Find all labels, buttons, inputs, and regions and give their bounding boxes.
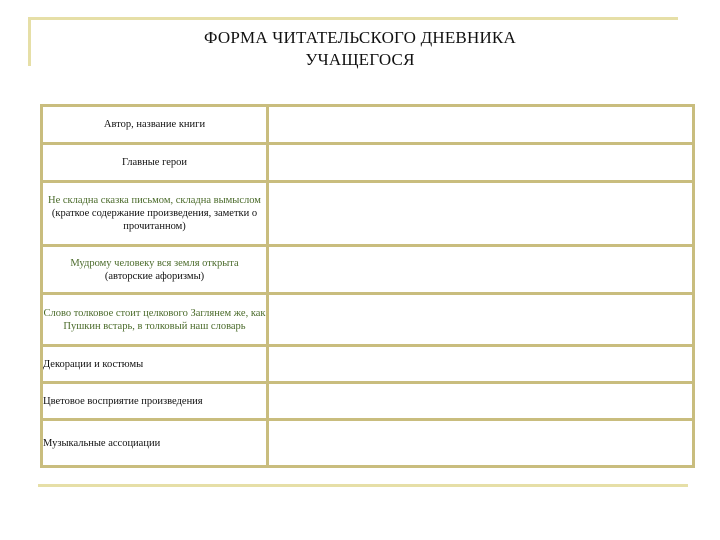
musical-associations-label: Музыкальные ассоциации (42, 420, 268, 467)
bottom-decorative-rule (38, 484, 688, 487)
title-line-2: УЧАЩЕГОСЯ (305, 50, 415, 69)
main-characters-input[interactable] (268, 144, 694, 182)
scenery-costumes-input[interactable] (268, 346, 694, 383)
table-row (42, 106, 694, 144)
table-row (42, 294, 694, 346)
color-perception-input[interactable] (268, 383, 694, 420)
dictionary-proverb-text: Слово толковое стоит целкового Заглянем же, как Пушкин встарь, в толковый наш словарь (43, 307, 266, 332)
main-characters-label: Главные герои (42, 144, 268, 182)
aphorisms-description-text: (авторские афоризмы) (104, 270, 205, 282)
author-book-title-input[interactable] (268, 106, 694, 144)
table-row (42, 420, 694, 467)
scenery-costumes-label: Декорации и костюмы (42, 346, 268, 383)
table-row (42, 383, 694, 420)
musical-associations-input[interactable] (268, 420, 694, 467)
left-decorative-rule (28, 17, 31, 66)
aphorisms-proverb-text: Мудрому человеку вся земля открыта (70, 257, 239, 269)
dictionary-input[interactable] (268, 294, 694, 346)
table-row (42, 144, 694, 182)
table-row (42, 182, 694, 246)
reading-diary-table (40, 104, 695, 468)
page-title (110, 27, 610, 71)
summary-input[interactable] (268, 182, 694, 246)
dictionary-label (42, 294, 268, 346)
top-decorative-rule (28, 17, 678, 20)
table-row (42, 246, 694, 294)
summary-proverb-text: Не складна сказка письмом, складна вымыслом (48, 195, 261, 206)
color-perception-label: Цветовое восприятие произведения (42, 383, 268, 420)
aphorisms-input[interactable] (268, 246, 694, 294)
table-row (42, 346, 694, 383)
summary-label (42, 182, 268, 246)
summary-description-text: (краткое содержание произведения, заметки о прочитанном) (51, 208, 258, 232)
author-book-title-label: Автор, название книги (42, 106, 268, 144)
aphorisms-label (42, 246, 268, 294)
title-line-1: ФОРМА ЧИТАТЕЛЬСКОГО ДНЕВНИКА (204, 28, 516, 47)
